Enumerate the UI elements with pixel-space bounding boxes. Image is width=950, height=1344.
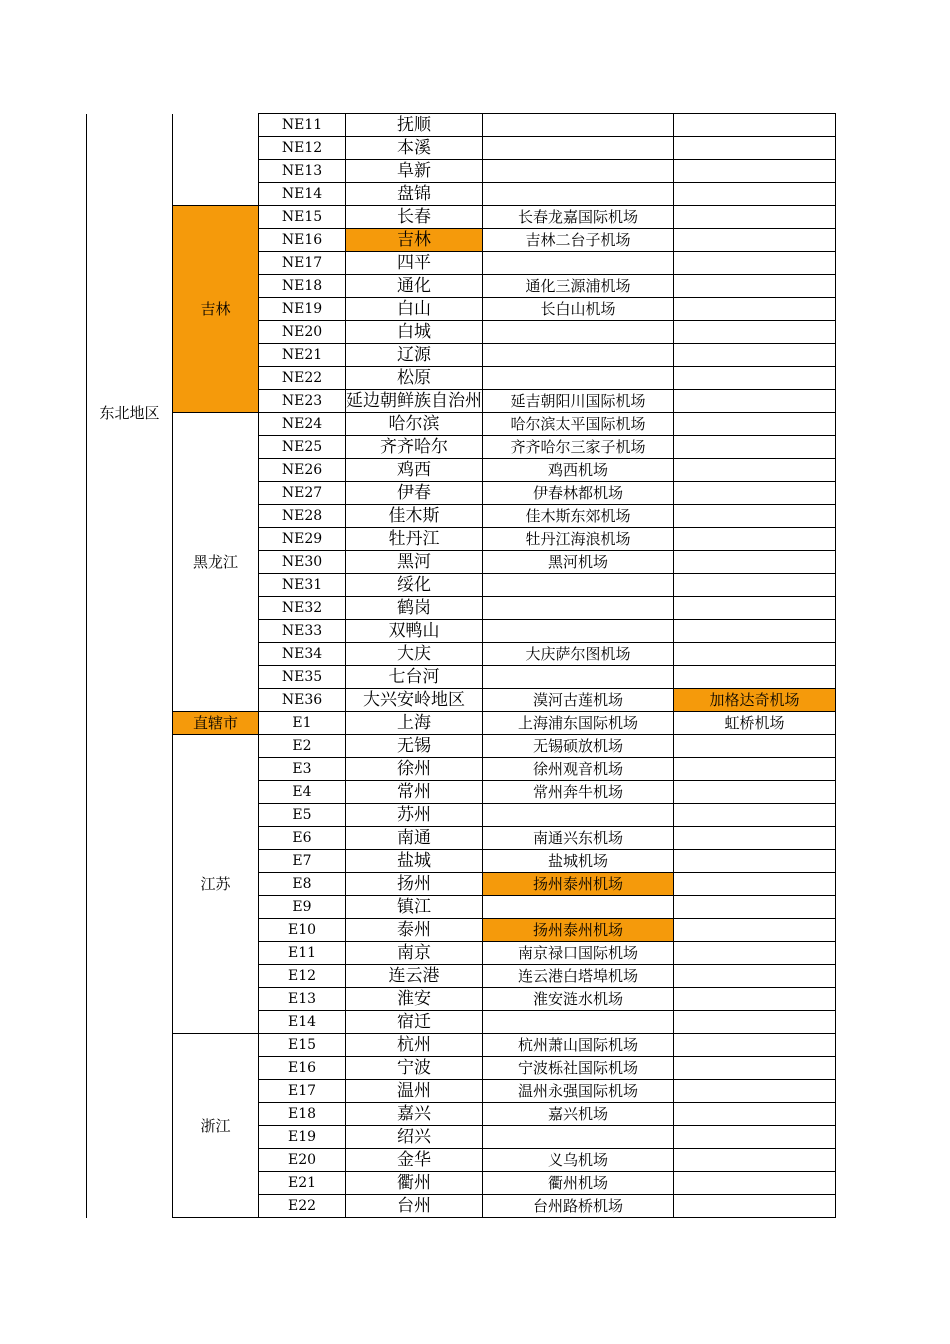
alt-airport-cell	[674, 896, 836, 919]
code-cell: E18	[259, 1103, 346, 1126]
airport-cell: 扬州泰州机场	[483, 873, 674, 896]
airport-cell	[483, 804, 674, 827]
airport-table	[86, 113, 836, 1218]
code-cell: NE32	[259, 597, 346, 620]
alt-airport-cell	[674, 551, 836, 574]
alt-airport-cell	[674, 1126, 836, 1149]
airport-cell: 上海浦东国际机场	[483, 712, 674, 735]
city-cell: 延边朝鲜族自治州	[346, 391, 482, 411]
airport-cell: 宁波栎社国际机场	[483, 1057, 674, 1080]
province-cell: 吉林	[173, 206, 259, 413]
city-cell: 四平	[346, 252, 483, 275]
city-cell: 苏州	[346, 804, 483, 827]
code-cell: NE24	[259, 413, 346, 436]
alt-airport-cell	[674, 827, 836, 850]
airport-cell	[483, 1126, 674, 1149]
code-cell: NE31	[259, 574, 346, 597]
city-cell: 台州	[346, 1195, 483, 1218]
airport-cell: 淮安涟水机场	[483, 988, 674, 1011]
code-cell: NE30	[259, 551, 346, 574]
alt-airport-cell	[674, 1011, 836, 1034]
airport-cell: 大庆萨尔图机场	[483, 643, 674, 666]
city-cell: 徐州	[346, 758, 483, 781]
code-cell: NE20	[259, 321, 346, 344]
alt-airport-cell	[674, 160, 836, 183]
code-cell: NE27	[259, 482, 346, 505]
airport-cell	[483, 597, 674, 620]
province-cell: 浙江	[173, 1034, 259, 1218]
airport-cell: 吉林二台子机场	[483, 229, 674, 252]
table-row	[87, 712, 836, 735]
code-cell: E7	[259, 850, 346, 873]
code-cell: NE19	[259, 298, 346, 321]
alt-airport-cell	[674, 1080, 836, 1103]
alt-airport-cell	[674, 1172, 836, 1195]
airport-cell: 常州奔牛机场	[483, 781, 674, 804]
code-cell: E21	[259, 1172, 346, 1195]
airport-cell: 南通兴东机场	[483, 827, 674, 850]
airport-cell: 漠河古莲机场	[483, 689, 674, 712]
city-cell: 温州	[346, 1080, 483, 1103]
alt-airport-cell	[674, 643, 836, 666]
airport-cell	[483, 574, 674, 597]
code-cell: NE29	[259, 528, 346, 551]
table-row	[87, 1034, 836, 1057]
code-cell: E11	[259, 942, 346, 965]
airport-cell	[483, 183, 674, 206]
airport-cell: 延吉朝阳川国际机场	[483, 390, 674, 413]
alt-airport-cell	[674, 942, 836, 965]
code-cell: NE35	[259, 666, 346, 689]
airport-cell: 长白山机场	[483, 298, 674, 321]
alt-airport-cell	[674, 988, 836, 1011]
table-row	[87, 114, 836, 137]
alt-airport-cell	[674, 183, 836, 206]
alt-airport-cell	[674, 873, 836, 896]
alt-airport-cell	[674, 298, 836, 321]
city-cell: 嘉兴	[346, 1103, 483, 1126]
airport-cell	[483, 252, 674, 275]
city-cell: 本溪	[346, 137, 483, 160]
city-cell: 吉林	[346, 229, 483, 252]
city-cell: 大庆	[346, 643, 483, 666]
code-cell: NE26	[259, 459, 346, 482]
airport-cell	[483, 620, 674, 643]
province-cell: 江苏	[173, 735, 259, 1034]
city-cell: 盘锦	[346, 183, 483, 206]
airport-cell	[483, 344, 674, 367]
code-cell: NE18	[259, 275, 346, 298]
code-cell: E4	[259, 781, 346, 804]
code-cell: NE11	[259, 114, 346, 137]
code-cell: E10	[259, 919, 346, 942]
alt-airport-cell	[674, 620, 836, 643]
city-cell: 南京	[346, 942, 483, 965]
airport-cell: 通化三源浦机场	[483, 275, 674, 298]
code-cell: NE13	[259, 160, 346, 183]
alt-airport-cell	[674, 436, 836, 459]
code-cell: NE14	[259, 183, 346, 206]
alt-airport-cell	[674, 482, 836, 505]
code-cell: E8	[259, 873, 346, 896]
code-cell: NE21	[259, 344, 346, 367]
airport-cell: 长春龙嘉国际机场	[483, 206, 674, 229]
code-cell: NE33	[259, 620, 346, 643]
city-cell: 牡丹江	[346, 528, 483, 551]
city-cell: 白山	[346, 298, 483, 321]
province-cell	[173, 114, 259, 206]
alt-airport-cell	[674, 206, 836, 229]
airport-cell: 扬州泰州机场	[483, 919, 674, 942]
table-row	[87, 206, 836, 229]
city-cell: 宿迁	[346, 1011, 483, 1034]
code-cell: E19	[259, 1126, 346, 1149]
alt-airport-cell	[674, 114, 836, 137]
city-cell: 黑河	[346, 551, 483, 574]
airport-cell: 台州路桥机场	[483, 1195, 674, 1218]
airport-cell: 伊春林都机场	[483, 482, 674, 505]
city-cell: 常州	[346, 781, 483, 804]
code-cell: E20	[259, 1149, 346, 1172]
city-cell: 淮安	[346, 988, 483, 1011]
alt-airport-cell	[674, 275, 836, 298]
alt-airport-cell	[674, 505, 836, 528]
code-cell: E14	[259, 1011, 346, 1034]
city-cell: 抚顺	[346, 114, 483, 137]
airport-cell: 杭州萧山国际机场	[483, 1034, 674, 1057]
city-cell: 镇江	[346, 896, 483, 919]
alt-airport-cell	[674, 597, 836, 620]
airport-cell: 温州永强国际机场	[483, 1080, 674, 1103]
alt-airport-cell	[674, 919, 836, 942]
code-cell: E6	[259, 827, 346, 850]
alt-airport-cell	[674, 574, 836, 597]
code-cell: E22	[259, 1195, 346, 1218]
city-cell: 双鸭山	[346, 620, 483, 643]
airport-cell	[483, 114, 674, 137]
city-cell: 盐城	[346, 850, 483, 873]
airport-cell: 徐州观音机场	[483, 758, 674, 781]
code-cell: NE25	[259, 436, 346, 459]
province-cell: 黑龙江	[173, 413, 259, 712]
table-row	[87, 413, 836, 436]
alt-airport-cell	[674, 666, 836, 689]
airport-cell: 义乌机场	[483, 1149, 674, 1172]
table-body	[87, 114, 836, 1218]
city-cell: 鸡西	[346, 459, 483, 482]
alt-airport-cell	[674, 781, 836, 804]
alt-airport-cell	[674, 252, 836, 275]
alt-airport-cell: 虹桥机场	[674, 712, 836, 735]
airport-cell: 齐齐哈尔三家子机场	[483, 436, 674, 459]
code-cell: NE16	[259, 229, 346, 252]
alt-airport-cell	[674, 758, 836, 781]
alt-airport-cell	[674, 229, 836, 252]
city-cell: 衢州	[346, 1172, 483, 1195]
city-cell: 齐齐哈尔	[346, 436, 483, 459]
airport-cell: 南京禄口国际机场	[483, 942, 674, 965]
province-cell: 直辖市	[173, 712, 259, 735]
city-cell: 辽源	[346, 344, 483, 367]
airport-cell: 哈尔滨太平国际机场	[483, 413, 674, 436]
alt-airport-cell	[674, 528, 836, 551]
city-cell: 泰州	[346, 919, 483, 942]
city-cell: 扬州	[346, 873, 483, 896]
alt-airport-cell	[674, 344, 836, 367]
airport-cell: 牡丹江海浪机场	[483, 528, 674, 551]
alt-airport-cell	[674, 367, 836, 390]
alt-airport-cell	[674, 1103, 836, 1126]
airport-cell: 盐城机场	[483, 850, 674, 873]
airport-cell: 连云港白塔埠机场	[483, 965, 674, 988]
code-cell: E3	[259, 758, 346, 781]
alt-airport-cell	[674, 321, 836, 344]
airport-cell: 鸡西机场	[483, 459, 674, 482]
city-cell: 连云港	[346, 965, 483, 988]
code-cell: NE34	[259, 643, 346, 666]
city-cell: 杭州	[346, 1034, 483, 1057]
city-cell: 绥化	[346, 574, 483, 597]
airport-cell	[483, 666, 674, 689]
city-cell: 无锡	[346, 735, 483, 758]
alt-airport-cell	[674, 850, 836, 873]
city-cell: 佳木斯	[346, 505, 483, 528]
city-cell: 哈尔滨	[346, 413, 483, 436]
airport-cell	[483, 896, 674, 919]
city-cell: 通化	[346, 275, 483, 298]
airport-cell	[483, 367, 674, 390]
alt-airport-cell	[674, 413, 836, 436]
code-cell: E5	[259, 804, 346, 827]
alt-airport-cell	[674, 137, 836, 160]
code-cell: E9	[259, 896, 346, 919]
alt-airport-cell	[674, 1057, 836, 1080]
code-cell: NE12	[259, 137, 346, 160]
code-cell: NE22	[259, 367, 346, 390]
city-cell: 鹤岗	[346, 597, 483, 620]
code-cell: E2	[259, 735, 346, 758]
code-cell: E13	[259, 988, 346, 1011]
region-cell: 东北地区	[87, 114, 173, 712]
city-cell: 宁波	[346, 1057, 483, 1080]
city-cell: 南通	[346, 827, 483, 850]
code-cell: E15	[259, 1034, 346, 1057]
code-cell: E1	[259, 712, 346, 735]
code-cell: E17	[259, 1080, 346, 1103]
code-cell: NE23	[259, 390, 346, 413]
city-cell: 伊春	[346, 482, 483, 505]
airport-cell: 佳木斯东郊机场	[483, 505, 674, 528]
code-cell: NE36	[259, 689, 346, 712]
alt-airport-cell: 加格达奇机场	[674, 689, 836, 712]
region-cell	[87, 712, 173, 1218]
table-row	[87, 735, 836, 758]
code-cell: E16	[259, 1057, 346, 1080]
airport-cell	[483, 160, 674, 183]
city-cell: 阜新	[346, 160, 483, 183]
code-cell: E12	[259, 965, 346, 988]
city-cell: 松原	[346, 367, 483, 390]
airport-cell	[483, 137, 674, 160]
city-cell: 白城	[346, 321, 483, 344]
code-cell: NE15	[259, 206, 346, 229]
city-cell: 绍兴	[346, 1126, 483, 1149]
airport-cell: 衢州机场	[483, 1172, 674, 1195]
alt-airport-cell	[674, 1195, 836, 1218]
code-cell: NE17	[259, 252, 346, 275]
alt-airport-cell	[674, 804, 836, 827]
airport-cell: 嘉兴机场	[483, 1103, 674, 1126]
alt-airport-cell	[674, 735, 836, 758]
airport-cell	[483, 1011, 674, 1034]
airport-cell: 无锡硕放机场	[483, 735, 674, 758]
code-cell: NE28	[259, 505, 346, 528]
alt-airport-cell	[674, 965, 836, 988]
city-cell: 七台河	[346, 666, 483, 689]
city-cell: 长春	[346, 206, 483, 229]
alt-airport-cell	[674, 390, 836, 413]
city-cell: 上海	[346, 712, 483, 735]
airport-cell: 黑河机场	[483, 551, 674, 574]
alt-airport-cell	[674, 1034, 836, 1057]
city-cell: 金华	[346, 1149, 483, 1172]
city-cell: 大兴安岭地区	[346, 689, 483, 712]
alt-airport-cell	[674, 459, 836, 482]
airport-cell	[483, 321, 674, 344]
alt-airport-cell	[674, 1149, 836, 1172]
